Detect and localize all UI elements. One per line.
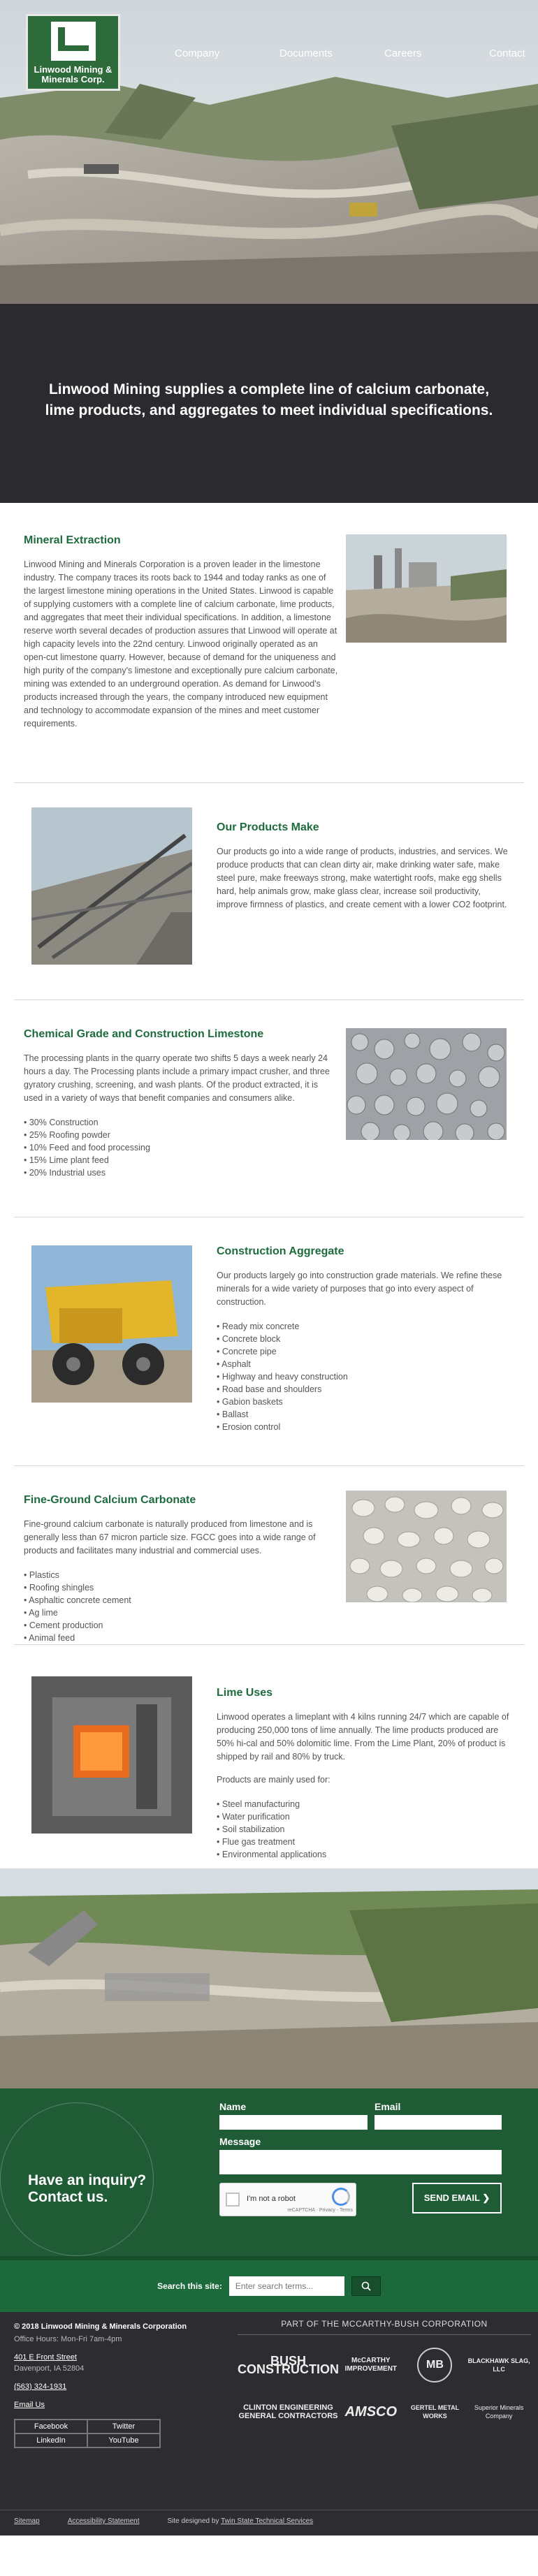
section-lime-uses: [0, 1645, 538, 1868]
list-item: • Highway and heavy construction: [217, 1370, 510, 1383]
section-text: Our products go into a wide range of products, industries, and services. We produce products that can clean dirty air, make drinking water safe, make steel pure, make freeways strong, make watertight roofs, make egg shells hard, help animals grow, make glass clear, increase soil productivity, improve firmness of plastics, and create cement with a lower CO2 footprint.: [217, 847, 508, 909]
conveyor-image: [31, 807, 192, 965]
list-item: • Environmental applications: [217, 1848, 510, 1861]
list-item: • 30% Construction: [24, 1116, 331, 1129]
section-text: Linwood operates a limeplant with 4 kilns running 24/7 which are capable of producing 250,000 tons of lime annually. The lime products produced are 50% hi-cal and 50% dolomitic lime. From the Lime Plant, 20% of product is shipped by rail and 80% by truck.: [217, 1712, 509, 1762]
brand-logos: [238, 2348, 531, 2420]
list-item: • Ready mix concrete: [217, 1320, 510, 1333]
usage-list: [24, 1569, 331, 1644]
social-links: [14, 2419, 161, 2448]
captcha-checkbox[interactable]: [226, 2193, 240, 2207]
list-item: • Plastics: [24, 1569, 331, 1581]
list-item: • Asphalt: [217, 1358, 510, 1370]
white-stone-image: [346, 1491, 507, 1602]
captcha-label: I'm not a robot: [247, 2195, 296, 2203]
parent-company: [238, 2319, 531, 2420]
youtube-link[interactable]: YouTube: [87, 2434, 160, 2447]
tagline: Linwood Mining supplies a complete line of calcium carbonate, lime products, and aggregates to meet individual specifications.: [45, 381, 493, 418]
nav-links: [175, 47, 538, 59]
search-button[interactable]: [351, 2276, 381, 2296]
tagline-banner: [0, 304, 538, 503]
haul-truck-image: [31, 1245, 192, 1403]
quarry-plant-image: [346, 534, 507, 643]
logo-text: Linwood Mining & Minerals Corp.: [34, 64, 112, 85]
section-title: Chemical Grade and Construction Limestone: [24, 1028, 264, 1040]
email-link[interactable]: Email Us: [14, 2401, 45, 2409]
nav-contact[interactable]: Contact: [489, 47, 525, 59]
logo-mark-icon: [51, 22, 96, 61]
clinton-logo[interactable]: CLINTON ENGINEERING GENERAL CONTRACTORS: [238, 2403, 338, 2420]
list-item: • Ag lime: [24, 1607, 331, 1619]
message-label: Message: [219, 2136, 261, 2147]
list-item: • Concrete pipe: [217, 1345, 510, 1358]
list-item: • Steel manufacturing: [217, 1798, 510, 1810]
list-item: • Concrete block: [217, 1333, 510, 1345]
email-label: Email: [375, 2101, 401, 2112]
list-item: • Gabion baskets: [217, 1396, 510, 1408]
quarry-panorama-image: [0, 1868, 538, 2088]
section-title: Fine-Ground Calcium Carbonate: [24, 1494, 196, 1506]
hero: [0, 0, 538, 304]
facebook-link[interactable]: Facebook: [15, 2420, 87, 2434]
recaptcha-icon: [332, 2188, 350, 2206]
accessibility-link[interactable]: Accessibility Statement: [67, 2517, 140, 2525]
search-label: Search this site:: [157, 2281, 222, 2291]
top-nav: [0, 0, 538, 98]
send-email-button[interactable]: SEND EMAIL ❯: [412, 2183, 502, 2213]
section-title: Mineral Extraction: [24, 534, 121, 546]
section-title: Lime Uses: [217, 1687, 273, 1699]
mb-logo[interactable]: MB: [417, 2348, 452, 2383]
search-input[interactable]: [229, 2276, 344, 2296]
list-item: • Animal feed: [24, 1632, 331, 1644]
list-item: • Roofing shingles: [24, 1581, 331, 1594]
usage-list: [217, 1798, 510, 1861]
site-credit: Site designed by Twin State Technical Services: [167, 2517, 314, 2525]
list-item: • Water purification: [217, 1810, 510, 1823]
chevron-right-icon: ❯: [482, 2193, 490, 2203]
blackhawk-logo[interactable]: BLACKHAWK SLAG, LLC: [467, 2357, 530, 2373]
designer-link[interactable]: Twin State Technical Services: [221, 2517, 314, 2525]
email-input[interactable]: [375, 2115, 502, 2130]
list-item: • Road base and shoulders: [217, 1383, 510, 1396]
list-item: • Erosion control: [217, 1421, 510, 1433]
list-item: • Ballast: [217, 1408, 510, 1421]
captcha-terms: reCAPTCHA · Privacy - Terms: [287, 2208, 353, 2213]
sitemap-link[interactable]: Sitemap: [14, 2517, 40, 2525]
inquiry-heading: Have an inquiry? Contact us.: [28, 2172, 147, 2205]
section-text: Our products largely go into construction grade materials. We refine these minerals for a wide variety of purposes that go into every aspect of construction.: [217, 1271, 502, 1307]
copyright: © 2018 Linwood Mining & Minerals Corporation: [14, 2322, 187, 2331]
mccarthy-logo[interactable]: McCARTHY IMPROVEMENT: [344, 2357, 398, 2373]
address-city: Davenport, IA 52804: [14, 2364, 85, 2373]
section-fine-ground: [0, 1466, 538, 1644]
site-logo[interactable]: [26, 14, 120, 91]
kiln-image: [31, 1676, 192, 1834]
recaptcha-widget: [219, 2183, 356, 2216]
list-item: • Flue gas treatment: [217, 1836, 510, 1848]
list-item: • Soil stabilization: [217, 1823, 510, 1836]
section-chemical-grade: [0, 1000, 538, 1217]
nav-documents[interactable]: Documents: [279, 47, 333, 59]
section-text: The processing plants in the quarry operate two shifts 5 days a week nearly 24 hours a day. The Processing plants include a primary impact crusher, and three gyratory crushing, screening, and wash plants. Of the product extracted, it is used in a variety of ways that benefit companies and consumers alike.: [24, 1053, 330, 1103]
section-title: Our Products Make: [217, 821, 319, 833]
section-mineral-extraction: [0, 503, 538, 782]
usage-list: [24, 1116, 331, 1179]
nav-company[interactable]: Company: [175, 47, 220, 59]
amsco-logo[interactable]: AMSCO: [344, 2404, 398, 2420]
search-icon: [361, 2281, 371, 2291]
contact-section: [0, 2088, 538, 2256]
message-textarea[interactable]: [219, 2150, 502, 2174]
linkedin-link[interactable]: LinkedIn: [15, 2434, 87, 2447]
gravel-image: [346, 1028, 507, 1140]
superior-minerals-logo[interactable]: Superior Minerals Company: [474, 2404, 524, 2420]
footer: [0, 2312, 538, 2535]
list-item: • 20% Industrial uses: [24, 1166, 331, 1179]
list-item: • 15% Lime plant feed: [24, 1154, 331, 1166]
name-label: Name: [219, 2101, 247, 2112]
footer-info: [14, 2322, 217, 2448]
nav-careers[interactable]: Careers: [384, 47, 422, 59]
address-link[interactable]: 401 E Front Street: [14, 2353, 77, 2362]
list-item: • 25% Roofing powder: [24, 1129, 331, 1141]
list-item: • Asphaltic concrete cement: [24, 1594, 331, 1607]
name-input[interactable]: [219, 2115, 368, 2130]
usage-list: [217, 1320, 510, 1433]
office-hours: Office Hours: Mon-Fri 7am-4pm: [14, 2335, 122, 2343]
phone-link[interactable]: (563) 324-1931: [14, 2383, 67, 2391]
section-our-products: [0, 783, 538, 1000]
footer-bottom: [0, 2510, 538, 2532]
section-title: Construction Aggregate: [217, 1245, 344, 1257]
section-construction-aggregate: [0, 1217, 538, 1465]
part-of-heading: PART OF THE MCCARTHY-BUSH CORPORATION: [238, 2319, 531, 2335]
site-search: [0, 2256, 538, 2312]
section-text: Linwood Mining and Minerals Corporation is a proven leader in the limestone industry. The company traces its roots back to 1944 and today ranks as one of the largest limestone mining operations in the United States. Linwood is capable of supplying customers with a complete line of calcium carbonate, lime products, and aggregates that meet their individual specifications. In addition, a limestone reserve worth several decades of production assures that Linwood will operate at high capacity levels into the 22nd century. Linwood originally operated as an open-cut limestone quarry. However, because of demand for the uniqueness and high purity of the company's limestone and exceptionally pure calcium carbonate, mining was extended to an underground operation. As demand for Linwood's products increased through the years, the company introduced new equipment and technology to accommodate expansion of the mines and meet customer requirements.: [24, 559, 338, 729]
list-item: • 10% Feed and food processing: [24, 1141, 331, 1154]
twitter-link[interactable]: Twitter: [87, 2420, 160, 2434]
gertel-logo[interactable]: GERTEL METAL WORKS: [410, 2404, 460, 2420]
section-subtext: Products are mainly used for:: [217, 1775, 330, 1785]
section-text: Fine-ground calcium carbonate is naturally produced from limestone and is generally less than 67 micron particle size. FGCC goes into a wide range of products and facilitates many industrial and commercial uses.: [24, 1519, 316, 1556]
list-item: • Cement production: [24, 1619, 331, 1632]
bush-logo[interactable]: BUSH CONSTRUCTION: [238, 2354, 339, 2376]
